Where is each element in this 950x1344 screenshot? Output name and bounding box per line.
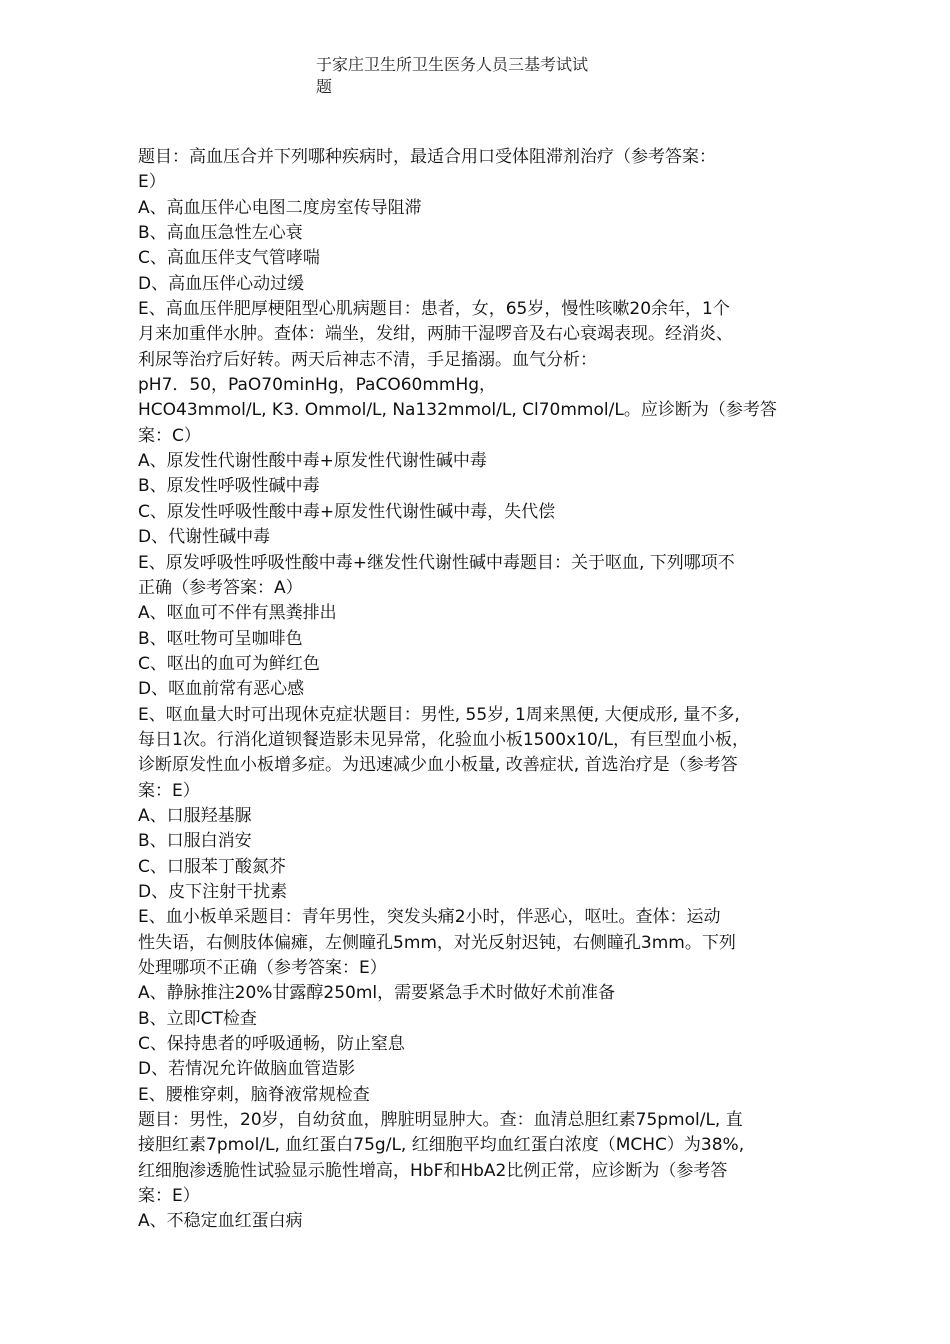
text-line: E、腰椎穿刺，脑脊液常规检查 [138, 1084, 370, 1105]
text-line: D、呕血前常有恶心感 [138, 679, 305, 700]
text-line: B、口服白消安 [138, 831, 252, 852]
text-line: A、呕血可不伴有黑粪排出 [138, 603, 337, 624]
document-title [316, 54, 636, 98]
text-line: D、若情况允许做脑血管造影 [138, 1059, 356, 1080]
text-line: D、高血压伴心动过缓 [138, 273, 305, 294]
text-line: 性失语，右侧肢体偏瘫，左侧瞳孔5mm，对光反射迟钝，右侧瞳孔3mm。下列 [138, 932, 736, 953]
text-line: E、血小板单采题目：青年男性，突发头痛2小时，伴恶心，呕吐。查体：运动 [138, 907, 721, 928]
text-line: 利尿等治疗后好转。两天后神志不清，手足搐溺。血气分析： [138, 349, 597, 370]
title-line-2: 题 [316, 77, 333, 96]
text-line: HCO43mmol/L, K3. Ommol/L, Na132mmol/L, Cl70mmol/L。应诊断为（参考答 [138, 400, 777, 421]
text-line: A、原发性代谢性酸中毒+原发性代谢性碱中毒 [138, 451, 487, 472]
text-line: B、原发性呼吸性碱中毒 [138, 476, 320, 497]
text-line: 诊断原发性血小板增多症。为迅速减少血小板量, 改善症状, 首选治疗是（参考答 [138, 755, 738, 776]
text-line: B、高血压急性左心衰 [138, 223, 303, 244]
text-line: C、原发性呼吸性酸中毒+原发性代谢性碱中毒，失代偿 [138, 501, 556, 522]
document-body [138, 145, 818, 1235]
text-line: pH7．50，PaO70minHg，PaCO60mmHg， [138, 375, 497, 396]
title-line-1: 于家庄卫生所卫生医务人员三基考试试 [316, 55, 589, 74]
text-line: A、不稳定血红蛋白病 [138, 1211, 303, 1232]
text-line: 每日1次。行消化道钡餐造影未见异常，化验血小板1500x10/L，有巨型血小板， [138, 729, 749, 750]
text-line: 案：E） [138, 1186, 200, 1207]
text-line: A、高血压伴心电图二度房室传导阻滞 [138, 197, 422, 218]
text-line: A、口服羟基脲 [138, 805, 252, 826]
text-line: C、口服苯丁酸氮芥 [138, 856, 286, 877]
text-line: E、呕血量大时可出现休克症状题目：男性, 55岁, 1周来黑便, 大便成形, 量不多, [138, 704, 740, 725]
text-line: 题目：男性，20岁，自幼贫血，脾脏明显肿大。查：血清总胆红素75pmol/L, 直 [138, 1110, 743, 1131]
text-line: C、呕出的血可为鲜红色 [138, 653, 320, 674]
text-line: B、呕吐物可呈咖啡色 [138, 628, 303, 649]
text-line: 处理哪项不正确（参考答案：E） [138, 958, 387, 978]
text-line: C、保持患者的呼吸通畅，防止窒息 [138, 1034, 405, 1055]
text-line: C、高血压伴支气管哮喘 [138, 248, 320, 269]
text-line: 月来加重伴水肿。查体：端坐，发绀，两肺干湿啰音及右心衰竭表现。经消炎、 [138, 324, 733, 345]
text-line: A、静脉推注20%甘露醇250ml，需要紧急手术时做好术前准备 [138, 983, 616, 1004]
text-line: 案：E） [138, 780, 200, 801]
text-line: B、立即CT检查 [138, 1008, 257, 1029]
text-line: E、高血压伴肥厚梗阻型心肌病题目：患者，女，65岁，慢性咳嗽20余年，1个 [138, 299, 730, 320]
text-line: D、代谢性碱中毒 [138, 527, 271, 548]
text-line: 接胆红素7pmol/L, 血红蛋白75g/L, 红细胞平均血红蛋白浓度（MCHC）为38%, [138, 1135, 745, 1156]
text-line: 红细胞渗透脆性试验显示脆性增高，HbF和HbA2比例正常，应诊断为（参考答 [138, 1160, 728, 1181]
text-line: E） [138, 172, 166, 193]
text-line: 正确（参考答案：A） [138, 577, 303, 598]
text-line: 案：C） [138, 425, 201, 446]
text-line: 题目：高血压合并下列哪种疾病时，最适合用口受体阻滞剂治疗（参考答案： [138, 147, 716, 167]
text-line: E、原发呼吸性呼吸性酸中毒+继发性代谢性碱中毒题目：关于呕血, 下列哪项不 [138, 552, 735, 573]
text-line: D、皮下注射干扰素 [138, 881, 288, 902]
